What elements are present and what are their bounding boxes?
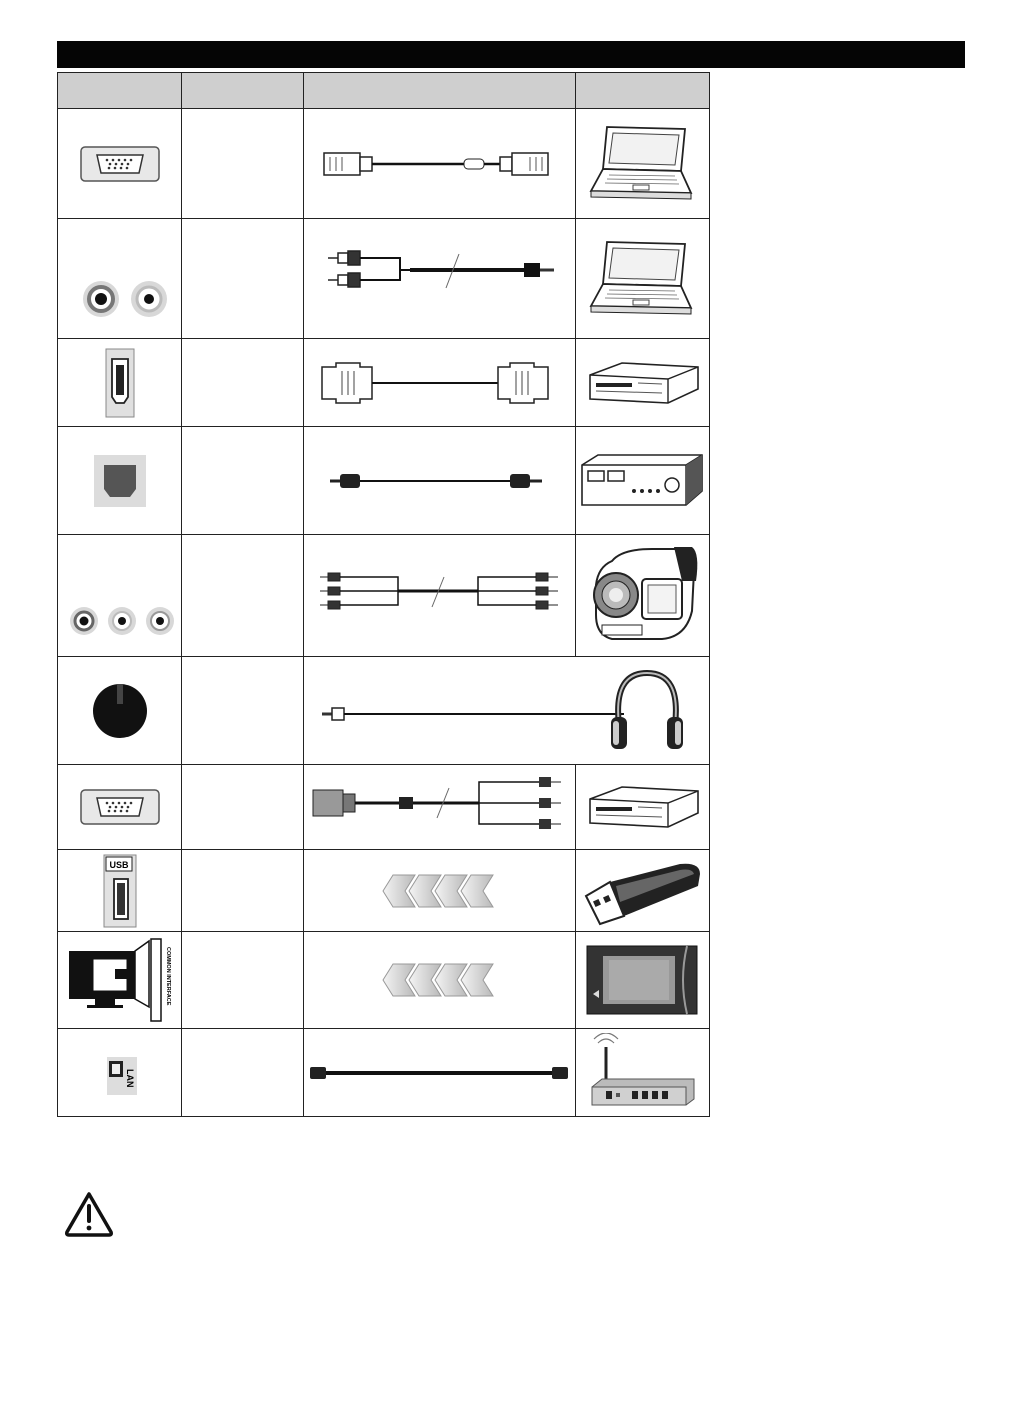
connector-cell <box>58 765 182 850</box>
connector-cell <box>58 427 182 535</box>
insert-arrows-icon <box>379 871 499 911</box>
tv-ci-slot-icon <box>65 937 175 1023</box>
connector-cell <box>58 219 182 339</box>
vga-port-icon <box>75 782 165 832</box>
cable-cell <box>304 1029 576 1117</box>
device-cell <box>575 765 709 850</box>
ci-module-card-icon <box>583 942 701 1018</box>
type-cell <box>182 765 304 850</box>
cable-cell <box>304 765 576 850</box>
column-header-device <box>575 73 709 109</box>
hdmi-cable-icon <box>314 353 564 413</box>
device-cell <box>575 535 709 657</box>
optical-cable-icon <box>314 461 564 501</box>
cable-device-cell <box>304 657 710 765</box>
type-cell <box>182 339 304 427</box>
lan-port-label: LAN <box>124 1068 135 1087</box>
insert-arrows-icon <box>379 960 499 1000</box>
usb-stick-icon <box>580 856 704 926</box>
table-row <box>58 657 710 765</box>
cable-cell <box>304 932 576 1029</box>
vga-to-rca-cable-icon <box>309 772 569 842</box>
table-row <box>58 765 710 850</box>
lan-port-icon <box>95 1043 145 1103</box>
type-cell <box>182 657 304 765</box>
connector-cell <box>58 109 182 219</box>
connector-cell <box>58 1029 182 1117</box>
table-row <box>58 339 710 427</box>
table-header-row <box>58 73 710 109</box>
type-cell <box>182 1029 304 1117</box>
rca-to-minijack-cable-icon <box>314 234 564 324</box>
table-row <box>58 535 710 657</box>
column-header-cables <box>304 73 576 109</box>
device-cell <box>575 850 709 932</box>
rca-audio-ports-icon <box>65 229 175 329</box>
cable-cell <box>304 427 576 535</box>
connections-table <box>57 72 710 1117</box>
ethernet-cable-icon <box>306 1053 572 1093</box>
dvd-player-icon <box>582 353 702 413</box>
optical-spdif-port-icon <box>90 451 150 511</box>
warning-triangle-icon <box>63 1190 115 1238</box>
usb-port-label: USB <box>108 859 129 870</box>
device-cell <box>575 1029 709 1117</box>
cable-cell <box>304 109 576 219</box>
connector-cell <box>58 657 182 765</box>
laptop-icon <box>587 119 697 209</box>
device-cell <box>575 932 709 1029</box>
device-cell <box>575 339 709 427</box>
composite-av-ports-icon <box>60 541 180 651</box>
ci-side-label: COMMON INTERFACE <box>164 947 171 1006</box>
cable-cell <box>304 219 576 339</box>
audio-amplifier-icon <box>578 451 706 511</box>
camcorder-icon <box>582 541 702 651</box>
connector-cell <box>58 932 182 1029</box>
hdmi-port-icon <box>100 345 140 421</box>
device-cell <box>575 109 709 219</box>
cable-cell <box>304 339 576 427</box>
type-cell <box>182 535 304 657</box>
table-row <box>58 219 710 339</box>
table-row <box>58 1029 710 1117</box>
type-cell <box>182 109 304 219</box>
headphone-jack-icon <box>85 676 155 746</box>
connector-cell <box>58 535 182 657</box>
column-header-connector <box>58 73 182 109</box>
vga-port-icon <box>75 139 165 189</box>
table-row <box>58 932 710 1029</box>
cable-cell <box>304 850 576 932</box>
usb-port-icon <box>100 853 140 929</box>
dvd-player-icon <box>582 777 702 837</box>
connector-cell <box>58 850 182 932</box>
section-title-bar <box>57 41 965 68</box>
headphones-icon <box>607 665 687 760</box>
device-cell <box>575 219 709 339</box>
table-row <box>58 427 710 535</box>
vga-cable-icon <box>314 139 564 189</box>
table-row <box>58 109 710 219</box>
table-row <box>58 850 710 932</box>
column-header-type <box>182 73 304 109</box>
composite-av-cable-icon <box>314 561 564 631</box>
device-cell <box>575 427 709 535</box>
type-cell <box>182 427 304 535</box>
wireless-router-icon <box>582 1033 702 1113</box>
connector-cell <box>58 339 182 427</box>
type-cell <box>182 932 304 1029</box>
laptop-icon <box>587 234 697 324</box>
type-cell <box>182 219 304 339</box>
type-cell <box>182 850 304 932</box>
cable-cell <box>304 535 576 657</box>
